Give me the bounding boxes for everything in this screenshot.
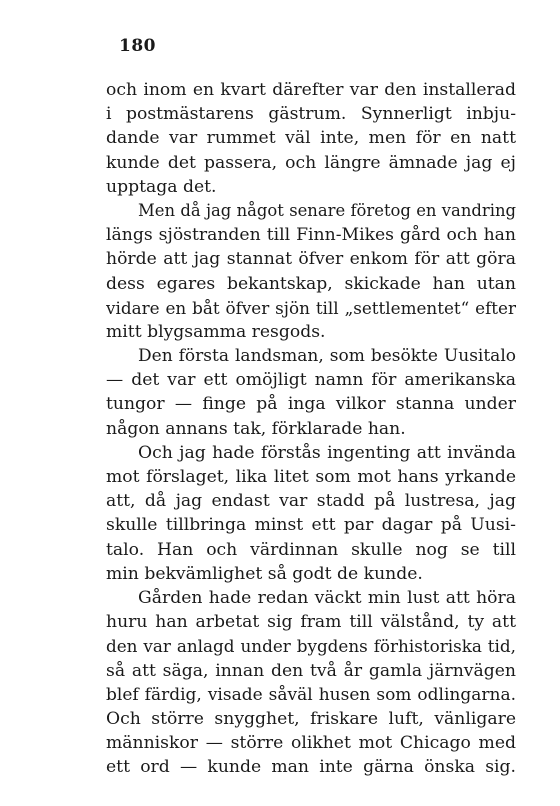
text-line: huru han arbetat sig fram till välstånd, ty att — [106, 612, 516, 633]
text-line: den var anlagd under bygdens förhistoriska tid, — [106, 636, 516, 657]
text-line: blef färdig, visade såväl husen som odlingarna. — [106, 684, 516, 705]
text-line: upptaga det. — [106, 176, 217, 197]
page-number: 180 — [119, 36, 156, 56]
text-line: dess egares bekantskap, skickade han utan — [106, 273, 516, 294]
text-line: mitt blygsamma resgods. — [106, 321, 326, 342]
text-line: min bekvämlighet så godt de kunde. — [106, 563, 423, 584]
text-line: talo. Han och värdinnan skulle nog se till — [106, 539, 516, 560]
text-line: tungor — finge på inga vilkor stanna under — [106, 394, 516, 415]
text-line: ett ord — kunde man inte gärna önska sig. — [106, 757, 516, 778]
text-line: Gården hade redan väckt min lust att höra — [138, 587, 516, 608]
body-text — [106, 78, 516, 779]
text-line: hörde att jag stannat öfver enkom för att göra — [106, 249, 516, 270]
text-line: så att säga, innan den två år gamla järnvägen — [106, 660, 516, 681]
text-line: längs sjöstranden till Finn-Mikes gård och han — [106, 225, 516, 246]
text-line: i postmästarens gästrum. Synnerligt inbju- — [106, 104, 516, 125]
text-line: vidare en båt öfver sjön till „settlementet“ efter — [106, 297, 516, 318]
text-line: att, då jag endast var stadd på lustresa, jag — [106, 491, 516, 512]
text-line: Och jag hade förstås ingenting att invända — [138, 442, 516, 463]
text-line: någon annans tak, förklarade han. — [106, 418, 406, 439]
text-line: dande var rummet väl inte, men för en natt — [106, 128, 516, 149]
text-line: Den första landsman, som besökte Uusitalo — [138, 346, 516, 367]
text-line: kunde det passera, och längre ämnade jag ej — [106, 152, 516, 173]
text-line: skulle tillbringa minst ett par dagar på Uusi- — [106, 515, 516, 536]
text-line: och inom en kvart därefter var den installerad — [106, 80, 516, 100]
text-line: — det var ett omöjligt namn för amerikanska — [106, 370, 516, 391]
text-line: Och större snygghet, friskare luft, vänligare — [106, 708, 516, 729]
text-line: mot förslaget, lika litet som mot hans yrkande — [106, 467, 516, 487]
text-line: Men då jag något senare företog en vandring — [138, 200, 516, 220]
text-line: människor — större olikhet mot Chicago med — [106, 733, 516, 754]
